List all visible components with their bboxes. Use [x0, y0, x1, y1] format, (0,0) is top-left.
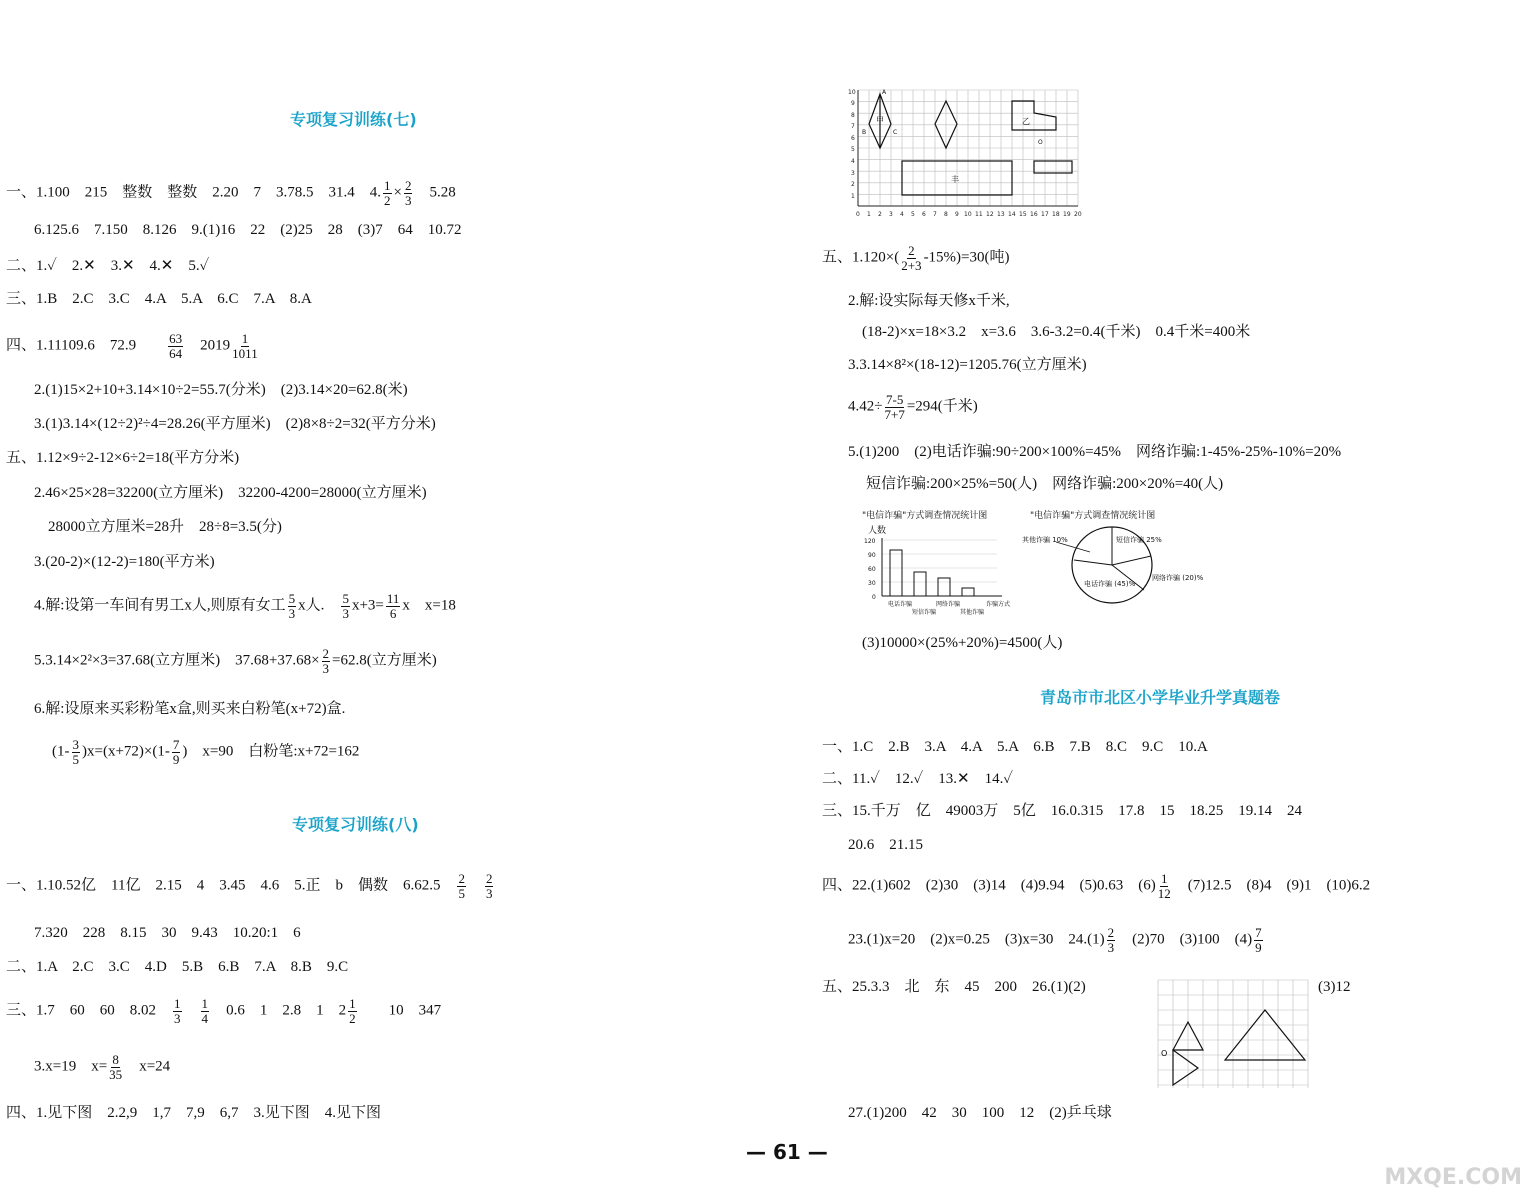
fraction: $\frac{7}{9}$	[1255, 925, 1262, 955]
bar-chart-ylabel: 人数	[868, 526, 887, 536]
watermark: MXQE.COM	[1384, 1165, 1522, 1190]
answer-line: 五、1.12×9÷2-12×6÷2=18(平方分米)	[6, 450, 240, 466]
answer-line: 4.42÷ $\frac{7-5}{7+7}$ =294(千米)	[848, 392, 978, 422]
x-tick: 短信诈骗	[912, 609, 937, 616]
svg-text:1: 1	[851, 193, 855, 200]
svg-text:11: 11	[975, 211, 983, 218]
y-tick: 90	[868, 552, 876, 559]
bar	[938, 578, 950, 596]
page-number: — 61 —	[746, 1140, 828, 1164]
y-tick: 60	[868, 566, 876, 573]
svg-text:3: 3	[889, 211, 893, 218]
answer-line: 五、1.120×( $\frac{2}{2+3}$ -15%)=30(吨)	[822, 243, 1010, 273]
answer-line: 一、1.C 2.B 3.A 4.A 5.A 6.B 7.B 8.C 9.C 10.A	[822, 739, 1208, 755]
svg-text:2: 2	[851, 181, 855, 188]
x-axis-label: 诈骗方式	[986, 601, 1011, 608]
fraction: $\frac{2}{3}$	[404, 178, 412, 208]
answer-line: 3.(1)3.14×(12÷2)²÷4=28.26(平方厘米) (2)8×8÷2=32(平方分米)	[34, 416, 436, 432]
answer-line: 4.解:设第一车间有男工x人,则原有女工 $\frac{5}{3}$ x人. $\frac{5}{3}$ x+3= $\frac{11}{6}$ x x=18	[34, 591, 456, 621]
answer-line: 7.320 228 8.15 30 9.43 10.20:1 6	[34, 925, 301, 941]
answer-line: 短信诈骗:200×25%=50(人) 网络诈骗:200×20%=40(人)	[866, 476, 1224, 492]
svg-text:12: 12	[986, 211, 994, 218]
answer-line: 五、25.3.3 北 东 45 200 26.(1)(2)	[822, 979, 1086, 995]
fraction: $\frac{1}{4}$	[201, 996, 209, 1026]
y-tick: 0	[872, 594, 876, 601]
answer-line: 6.解:设原来买彩粉笔x盒,则买来白粉笔(x+72)盒.	[34, 701, 346, 717]
x-tick: 电话诈骗	[888, 601, 913, 608]
svg-text:0: 0	[856, 211, 860, 218]
fraction: $\frac{2}{3}$	[322, 646, 330, 676]
answer-line: (3)10000×(25%+20%)=4500(人)	[862, 635, 1063, 651]
pie-label: 网络诈骗 (20)%	[1152, 574, 1204, 582]
answer-line: 三、1.7 60 60 8.02 $\frac{1}{3}$ $\frac{1}{4}$ 0.6 1 2.8 1 2 $\frac{1}{2}$ 10 347	[6, 996, 442, 1026]
answer-line: 6.125.6 7.150 8.126 9.(1)16 22 (2)25 28 (3)7 64 10.72	[34, 222, 462, 238]
answer-line: 四、22.(1)602 (2)30 (3)14 (4)9.94 (5)0.63 (6) $\frac{1}{12}$ (7)12.5 (8)4 (9)1 (10)6.2	[822, 871, 1371, 901]
svg-text:O: O	[1161, 1049, 1168, 1058]
triangle-grid-figure	[1152, 976, 1312, 1092]
svg-text:A: A	[882, 89, 887, 96]
answer-line: (18-2)×x=18×3.2 x=3.6 3.6-3.2=0.4(千米) 0.4千米=400米	[862, 324, 1251, 340]
answer-line: 2.解:设实际每天修x千米,	[848, 293, 1010, 309]
exam-title: 青岛市市北区小学毕业升学真题卷	[1040, 688, 1281, 707]
svg-text:7: 7	[851, 123, 855, 130]
pie-label: 电话诈骗 (45)%	[1084, 580, 1136, 588]
y-tick: 30	[868, 580, 876, 587]
answer-line: 三、15.千万 亿 49003万 5亿 16.0.315 17.8 15 18.25 19.14 24	[822, 803, 1303, 819]
fraction: $\frac{11}{6}$	[386, 591, 400, 621]
svg-text:17: 17	[1041, 211, 1049, 218]
svg-text:O: O	[1038, 139, 1043, 146]
answer-line: 5.(1)200 (2)电话诈骗:90÷200×100%=45% 网络诈骗:1-45%-25%-10%=20%	[848, 444, 1342, 460]
pie-chart-title: "电信诈骗"方式调查情况统计图	[1030, 511, 1156, 521]
bar-chart-title: "电信诈骗"方式调查情况统计图	[862, 511, 988, 521]
fraction: $\frac{5}{3}$	[342, 591, 349, 621]
fraction: $\frac{1}{3}$	[174, 996, 181, 1026]
grid-label: 乙	[1022, 117, 1030, 126]
fraction: $\frac{1}{1011}$	[232, 331, 258, 361]
answer-line: 27.(1)200 42 30 100 12 (2)乒乓球	[848, 1105, 1112, 1121]
fraction: $\frac{7-5}{7+7}$	[884, 392, 905, 422]
answer-line: 5.3.14×2²×3=37.68(立方厘米) 37.68+37.68× $\frac{2}{3}$ =62.8(立方厘米)	[34, 646, 437, 676]
answer-line: 四、1.见下图 2.2,9 1,7 7,9 6,7 3.见下图 4.见下图	[6, 1105, 382, 1121]
svg-text:8: 8	[851, 112, 855, 119]
fraction: $\frac{2}{3}$	[485, 871, 493, 901]
answer-line: 一、1.10.52亿 11亿 2.15 4 3.45 4.6 5.正 b 偶数 6.62.5 $\frac{2}{5}$ $\frac{2}{3}$	[6, 871, 493, 901]
svg-text:14: 14	[1008, 211, 1016, 218]
section-title-8: 专项复习训练(八)	[292, 815, 419, 834]
svg-text:16: 16	[1030, 211, 1038, 218]
answer-line: (3)12	[1318, 979, 1351, 995]
fraction: $\frac{5}{3}$	[288, 591, 296, 621]
bar	[914, 572, 926, 596]
svg-text:19: 19	[1063, 211, 1071, 218]
fraction: $\frac{3}{5}$	[72, 737, 79, 767]
svg-text:9: 9	[955, 211, 959, 218]
answer-line: 一、1.100 215 整数 整数 2.20 7 3.78.5 31.4 4. $\frac{1}{2}$ × $\frac{2}{3}$ 5.28	[6, 178, 456, 208]
fraction: $\frac{2}{5}$	[458, 871, 465, 901]
answer-line: 23.(1)x=20 (2)x=0.25 (3)x=30 24.(1) $\frac{2}{3}$ (2)70 (3)100 (4) $\frac{7}{9}$	[848, 925, 1262, 955]
y-tick: 120	[864, 538, 876, 545]
svg-text:5: 5	[851, 146, 855, 153]
answer-line: 三、1.B 2.C 3.C 4.A 5.A 6.C 7.A 8.A	[6, 291, 312, 307]
fraction: $\frac{2}{3}$	[1107, 925, 1115, 955]
fraction: $\frac{63}{64}$	[169, 331, 183, 361]
coordinate-grid-figure	[842, 86, 1102, 222]
svg-text:5: 5	[911, 211, 915, 218]
fraction: $\frac{1}{2}$	[384, 178, 391, 208]
answer-line: 二、1.A 2.C 3.C 4.D 5.B 6.B 7.A 8.B 9.C	[6, 959, 349, 975]
fraction: $\frac{1}{12}$	[1157, 871, 1171, 901]
answer-line: 二、1.✓ 2.✕ 3.✕ 4.✕ 5.✓	[6, 258, 210, 274]
x-tick: 其他诈骗	[960, 609, 985, 616]
fraction: $\frac{2}{2+3}$	[901, 243, 922, 273]
svg-text:6: 6	[922, 211, 926, 218]
svg-text:9: 9	[851, 100, 855, 107]
x-tick: 网络诈骗	[936, 601, 961, 608]
bar	[890, 550, 902, 596]
svg-text:7: 7	[933, 211, 937, 218]
section-title-7: 专项复习训练(七)	[290, 110, 417, 129]
svg-text:4: 4	[851, 158, 855, 165]
answer-line: 2.(1)15×2+10+3.14×10÷2=55.7(分米) (2)3.14×20=62.8(米)	[34, 382, 408, 398]
svg-text:B: B	[862, 129, 867, 136]
answer-line: 20.6 21.15	[848, 837, 924, 853]
pie-label: 其他诈骗 10%	[1022, 536, 1068, 544]
svg-text:20: 20	[1074, 211, 1082, 218]
answer-line: 2.46×25×28=32200(立方厘米) 32200-4200=28000(立方厘米)	[34, 485, 427, 501]
svg-text:18: 18	[1052, 211, 1060, 218]
fraction: $\frac{1}{2}$	[349, 996, 356, 1026]
pie-label: 短信诈骗 25%	[1116, 536, 1162, 544]
answer-line: (1- $\frac{3}{5}$ )x=(x+72)×(1- $\frac{7}{9}$ ) x=90 白粉笔:x+72=162	[52, 737, 360, 767]
svg-text:6: 6	[851, 135, 855, 142]
grid-label: 甲	[876, 116, 884, 125]
svg-text:10: 10	[964, 211, 972, 218]
svg-text:3: 3	[851, 170, 855, 177]
pie-chart	[1020, 520, 1210, 610]
fraction: $\frac{7}{9}$	[172, 737, 180, 767]
answer-line: 四、1.11109.6 72.9 $\frac{63}{64}$ 2019 $\frac{1}{1011}$	[6, 331, 258, 361]
fraction: $\frac{8}{35}$	[109, 1052, 123, 1082]
svg-text:C: C	[893, 129, 898, 136]
svg-text:13: 13	[997, 211, 1005, 218]
answer-line: 28000立方厘米=28升 28÷8=3.5(分)	[48, 519, 282, 535]
svg-text:1: 1	[867, 211, 871, 218]
answer-line: 3.x=19 x= $\frac{8}{35}$ x=24	[34, 1052, 171, 1082]
grid-label: 丰	[951, 175, 959, 184]
svg-text:4: 4	[900, 211, 904, 218]
bar-chart	[862, 534, 1022, 630]
bar	[962, 588, 974, 596]
svg-text:8: 8	[944, 211, 948, 218]
answer-line: 3.3.14×8²×(18-12)=1205.76(立方厘米)	[848, 357, 1087, 373]
svg-text:10: 10	[848, 89, 856, 96]
answer-line: 3.(20-2)×(12-2)=180(平方米)	[34, 554, 215, 570]
svg-text:15: 15	[1019, 211, 1027, 218]
svg-text:2: 2	[878, 211, 882, 218]
answer-line: 二、11.✓ 12.✓ 13.✕ 14.✓	[822, 771, 1014, 787]
